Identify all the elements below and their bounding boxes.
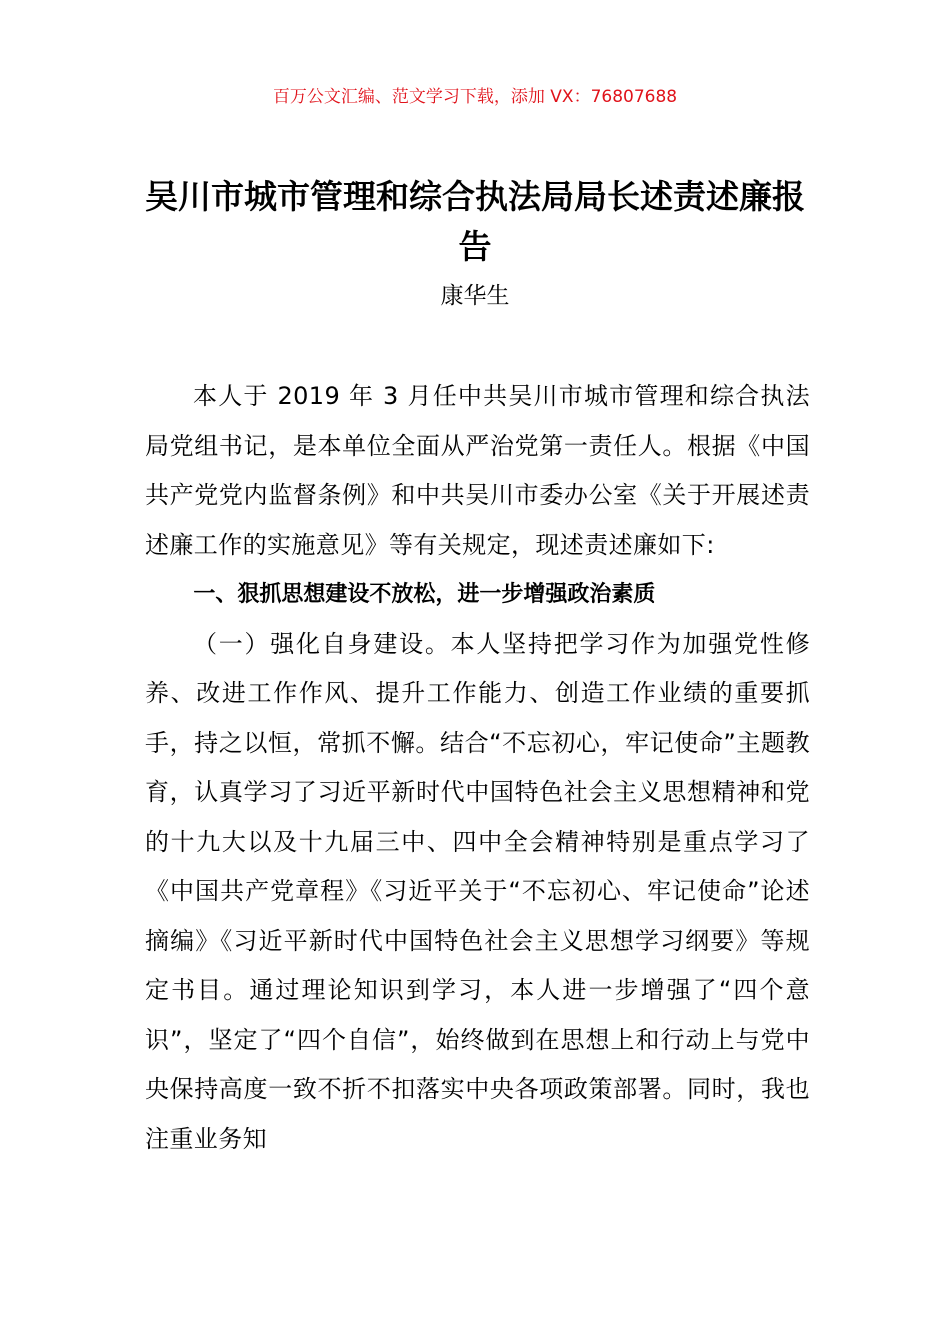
section1-paragraph-1: （一）强化自身建设。本人坚持把学习作为加强党性修养、改进工作作风、提升工作能力、创造工作业绩的重要抓手，持之以恒，常抓不懈。结合“不忘初心，牢记使命”主题教育，认真学习了习近平新时代中国特色社会主义思想精神和党的十九大以及十九届三中、四中全会精神特别是重点学习了《中国共产党章程》《习近平关于“不忘初心、牢记使命”论述摘编》《习近平新时代中国特色社会主义思想学习纲要》等规定书目。通过理论知识到学习，本人进一步增强了“四个意识”，坚定了“四个自信”，始终做到在思想上和行动上与党中央保持高度一致不折不扣落实中央各项政策部署。同时，我也注重业务知	[145, 629, 810, 1153]
section-heading-1: 一、狠抓思想建设不放松，进一步增强政治素质	[193, 582, 656, 607]
intro-paragraph: 本人于 2019 年 3 月任中共吴川市城市管理和综合执法局党组书记，是本单位全面从严治党第一责任人。根据《中国共产党党内监督条例》和中共吴川市委办公室《关于开展述责述廉工作的实施意见》等有关规定，现述责述廉如下:	[145, 382, 810, 559]
header-promo-note: 百万公文汇编、范文学习下载，添加 VX：76807688	[272, 87, 678, 107]
document-title: 吴川市城市管理和综合执法局局长述责述廉报告	[145, 177, 805, 266]
document-author: 康华生	[440, 283, 510, 309]
document-body	[145, 372, 810, 1164]
